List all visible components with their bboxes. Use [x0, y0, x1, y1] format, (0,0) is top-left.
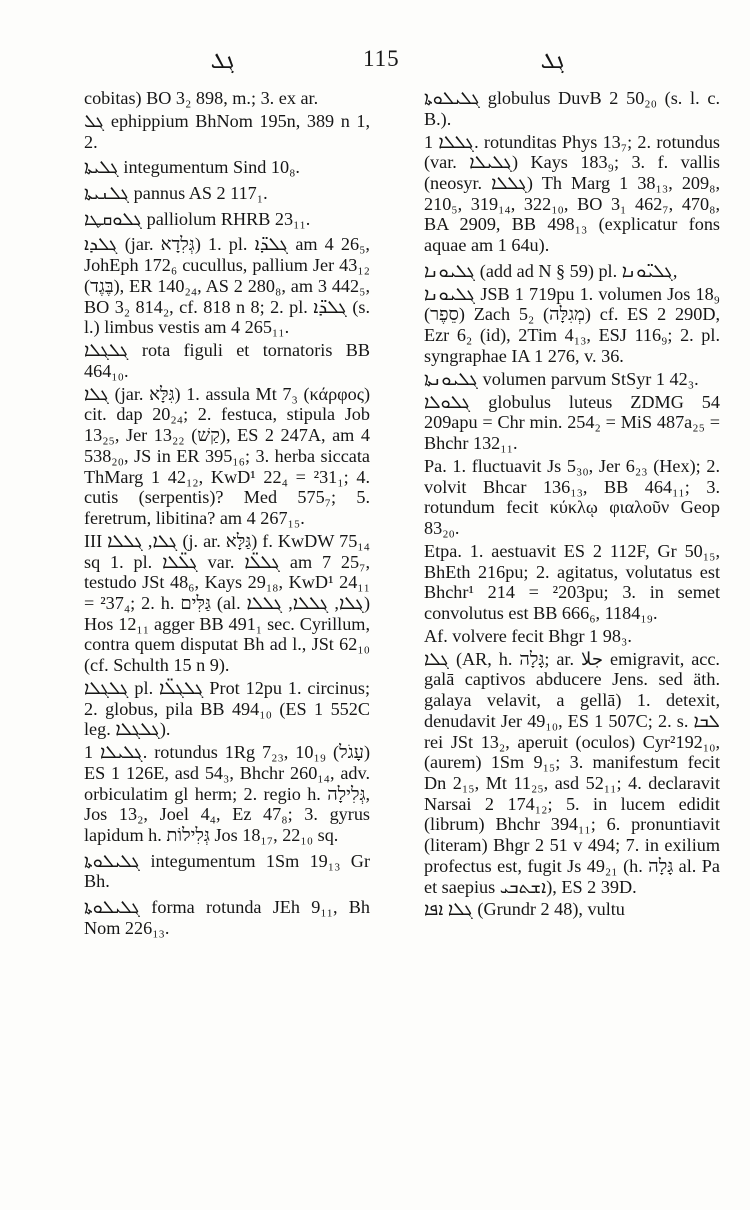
entry: Af. volvere fecit Bhgr 1 98₃. [424, 625, 632, 646]
entry: ܓܠܝܘܢܐ (add ad N § 59) pl. ܓܠܝ̈ܘܢܐ, [424, 260, 678, 281]
header-right-word: ܓܠ [540, 48, 565, 73]
entry: ܓܠܓܠܐ pl. ܓܠܓܠ̈ܐ Prot 12pu 1. circinus; 2. globus, pila BB 494₁₀ (ES 1 552C leg. ܓܠܓܠܐ). [84, 677, 370, 740]
entry: ܓܠܢܝܬܐ pannus AS 2 117₁. [84, 183, 268, 203]
page-number: 115 [363, 46, 400, 71]
right-column [424, 88, 720, 922]
entry: ܓܠܝܠܘܬܐ integumentum 1Sm 19₁₃ Gr Bh. [84, 850, 370, 892]
header-left-word: ܓܠ [210, 48, 235, 73]
entry: ܓܠ ephippium BhNom 195n, 389 n 1, 2. [84, 110, 370, 152]
entry: ܓܠܝܠܘܬܐ forma rotunda JEh 9₁₁, Bh Nom 226₁₃. [84, 897, 370, 938]
entry: ܓܠܕܐ (jar. גְּלִדָא) 1. pl. ܓܠܕ̈ܐ am 4 26₅, JohEph 172₆ cucullus, pallium Jer 43₁₂ (בֶּגֶד), ER 140₂₄, AS 2 280₈, am 3 442₅, BO 3₂ 814₂, cf. 818 n 8; 2. pl. ܓܠܕ̈ܐ (s. l.) limbus vestis am 4 265₁₁. [84, 234, 371, 338]
entry: ܓܠܐ ܐܦܐ (Grundr 2 48), vultu [424, 899, 625, 920]
running-header [0, 46, 750, 78]
entry: ܓܠܐ (AR, h. גָּלָה; ar. جلا emigravit, acc. galā captivos abducere Jens. sed äth. galaya velavit, a gellā) 1. detexit, denudavit Jer 49₁₀, ES 1 507C; 2. s. ܠܒܐ rei JSt 13₂, aperuit (oculos) Cyr²192₁₀, (aurem) 1Sm 9₁₅; 3. manifestum fecit Dn 2₁₅, Mt 11₂₅, asd 52₁₁; 4. declaravit Narsai 2 174₁₂; 5. in lucem edidit (librum) Bhchr 394₁₁; 6. pronuntiavit (literam) Bhgr 2 51 v 494; 7. in exilium profectus est, fugit Js 49₂₁ (h. גָּלָה al. Pa et saepius ܐܫܬܒܝ), ES 2 39D. [424, 648, 720, 897]
entry: Pa. 1. fluctuavit Js 5₃₀, Jer 6₂₃ (Hex); 2. volvit Bhcar 136₁₃, BB 464₁₁; 3. rotundum fecit κύκλῳ φιαλοῦν Geop 83₂₀. [424, 455, 720, 538]
entry: ܓܠܝܘܢܬܐ volumen parvum StSyr 1 42₃. [424, 368, 699, 389]
entry: ܓܠܝܬܐ integumentum Sind 10₈. [84, 157, 300, 178]
entry: ܓܠܐ (jar. גִּלָּא) 1. assula Mt 7₃ (κάρφος) cit. dap 20₂₄; 2. festuca, stipula Job 13₂₅, Jer 13₂₂ (קַשׁ), ES 2 247A, am 4 538₂₀, JS in ER 395₁₆; 3. herba siccata ThMarg 1 42₁₂, KwD¹ 22₄ = ²31₁; 4. cutis (serpentis)? Med 575₇; 5. feretrum, libitina? am 4 267₁₅. [84, 383, 371, 528]
entry: ܓܠܝܘܢܐ JSB 1 719pu 1. volumen Jos 18₉ (סֵפֶר) Zach 5₂ (מְגִלָּה) cf. ES 2 290D, Ezr 6₂ (id), 2Tim 4₁₃, ESJ 116₉; 2. pl. syngraphae IA 1 276, v. 36. [424, 283, 720, 366]
entry: III ܓܠܐ, ܓܠܠܐ (j. ar. גַּלָּא) f. KwDW 75₁₄ sq 1. pl. ܓܠ̈ܠܐ var. ܓܠܠ̈ܐ am 7 25₇, testudo JSt 48₆, Kays 29₁₈, KwD¹ 24₁₁ = ²37₄; 2. h. גַּלִּים (al. ܓܠܐ, ܓܠܠܐ, ܓܠܠܐ) Hos 12₁₁ agger BB 491₁ sec. Cyrillum, contra quem disputat Bh ad l., JSt 62₁₀ (cf. Schulth 15 n 9). [84, 530, 371, 676]
entry: Etpa. 1. aestuavit ES 2 112F, Gr 50₁₅, BhEth 216pu; 2. agitatus, volutatus est Bhchr¹ 214 = ²203pu; 3. in semet convolutus est BB 666₆, 1184₁₉. [424, 540, 720, 623]
entry: ܓܠܠܐ 1. rotunditas Phys 13₇; 2. rotundus (var. ܓܠܝܠܐ) Kays 183₉; 3. f. vallis (neosyr. ܓܠܠܐ) Th Marg 1 38₁₃, 209₈, 210₅, 319₁₄, 322₁₀, BO 3₁ 462₇, 470₈, BA 2909, BB 498₁₃ (explicatur fons aquae am 1 64u). [424, 131, 720, 256]
left-column [84, 88, 370, 941]
entry: ܓܠܝܠܐ 1. rotundus 1Rg 7₂₃, 10₁₉ (עָגֹל) ES 1 126E, asd 54₃, Bhchr 260₁₄, adv. orbiculatim gl herm; 2. regio h. גְּלִילָה, Jos 13₂, Joel 4₄, Ez 47₈; 3. gyrus lapidum h. גְּלִילוֹת Jos 18₁₇, 22₁₀ sq. [84, 742, 370, 846]
entry: ܓܠܝܠܘܬܐ globulus DuvB 2 50₂₀ (s. l. c. B.). [424, 88, 720, 129]
entry: ܓܠܓܠܐ rota figuli et tornatoris BB 464₁₀. [84, 340, 370, 381]
entry: ܓܠܘܩܛܐ palliolum RHRB 23₁₁. [84, 208, 311, 229]
entry: ܓܠܘܠܐ globulus luteus ZDMG 54 209apu = Chr min. 254₂ = MiS 487a₂₅ = Bhchr 132₁₁. [424, 391, 720, 453]
entry: cobitas) BO 3₂ 898, m.; 3. ex ar. [84, 88, 319, 108]
